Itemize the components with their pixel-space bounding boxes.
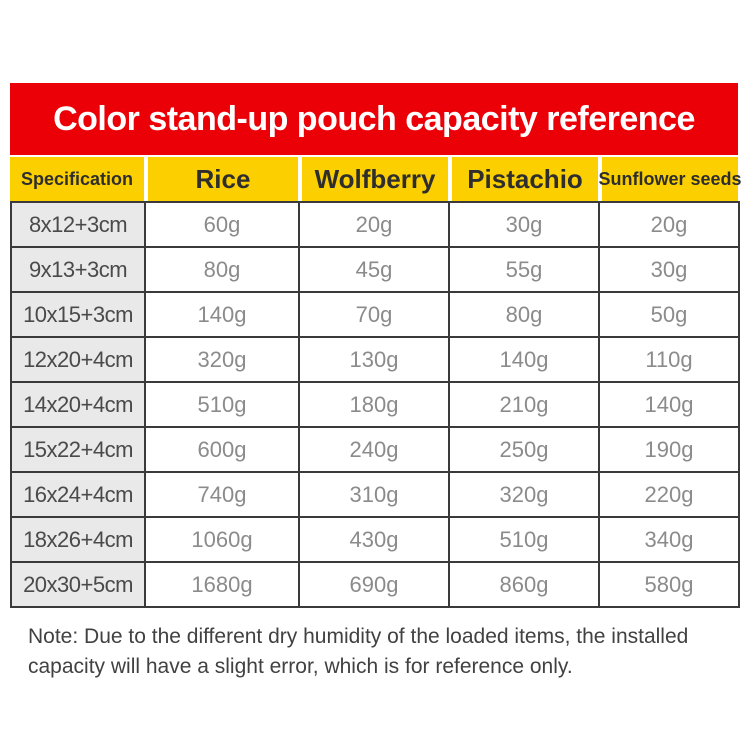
capacity-cell: 240g <box>299 427 449 472</box>
table-row <box>11 337 739 382</box>
capacity-cell: 30g <box>599 247 739 292</box>
table-row <box>11 517 739 562</box>
capacity-cell: 250g <box>449 427 599 472</box>
capacity-cell: 20g <box>299 202 449 247</box>
capacity-cell: 55g <box>449 247 599 292</box>
capacity-cell: 20g <box>599 202 739 247</box>
capacity-cell: 320g <box>145 337 299 382</box>
page-title: Color stand-up pouch capacity reference <box>53 99 695 138</box>
spec-cell: 14x20+4cm <box>11 382 145 427</box>
capacity-cell: 320g <box>449 472 599 517</box>
table-row <box>11 472 739 517</box>
capacity-cell: 45g <box>299 247 449 292</box>
column-header-rice: Rice <box>144 157 298 201</box>
capacity-cell: 80g <box>449 292 599 337</box>
capacity-cell: 220g <box>599 472 739 517</box>
capacity-cell: 140g <box>145 292 299 337</box>
capacity-cell: 510g <box>145 382 299 427</box>
note-line: Note: Due to the different dry humidity of the loaded items, the installed <box>28 625 689 648</box>
column-header-sunflower-seeds: Sunflower seeds <box>598 157 738 201</box>
table-row <box>11 427 739 472</box>
capacity-cell: 210g <box>449 382 599 427</box>
table-header-row <box>10 157 742 201</box>
note-line: capacity will have a slight error, which is for reference only. <box>28 655 573 678</box>
column-header-pistachio: Pistachio <box>448 157 598 201</box>
column-header-wolfberry: Wolfberry <box>298 157 448 201</box>
capacity-cell: 740g <box>145 472 299 517</box>
capacity-cell: 310g <box>299 472 449 517</box>
capacity-cell: 140g <box>599 382 739 427</box>
title-banner <box>10 83 738 155</box>
capacity-cell: 600g <box>145 427 299 472</box>
spec-cell: 10x15+3cm <box>11 292 145 337</box>
table-row <box>11 247 739 292</box>
capacity-cell: 190g <box>599 427 739 472</box>
capacity-cell: 70g <box>299 292 449 337</box>
capacity-cell: 130g <box>299 337 449 382</box>
capacity-cell: 140g <box>449 337 599 382</box>
reference-note <box>28 622 740 682</box>
capacity-cell: 1060g <box>145 517 299 562</box>
capacity-cell: 180g <box>299 382 449 427</box>
capacity-cell: 80g <box>145 247 299 292</box>
capacity-cell: 430g <box>299 517 449 562</box>
table-row <box>11 202 739 247</box>
capacity-cell: 1680g <box>145 562 299 607</box>
spec-cell: 15x22+4cm <box>11 427 145 472</box>
spec-cell: 9x13+3cm <box>11 247 145 292</box>
capacity-cell: 50g <box>599 292 739 337</box>
capacity-cell: 510g <box>449 517 599 562</box>
capacity-cell: 30g <box>449 202 599 247</box>
spec-cell: 18x26+4cm <box>11 517 145 562</box>
spec-cell: 16x24+4cm <box>11 472 145 517</box>
table-row <box>11 382 739 427</box>
capacity-cell: 860g <box>449 562 599 607</box>
capacity-cell: 60g <box>145 202 299 247</box>
spec-cell: 20x30+5cm <box>11 562 145 607</box>
spec-cell: 8x12+3cm <box>11 202 145 247</box>
capacity-table <box>10 201 740 608</box>
spec-cell: 12x20+4cm <box>11 337 145 382</box>
column-header-specification: Specification <box>10 157 144 201</box>
capacity-cell: 580g <box>599 562 739 607</box>
table-row <box>11 292 739 337</box>
capacity-cell: 690g <box>299 562 449 607</box>
capacity-cell: 110g <box>599 337 739 382</box>
capacity-cell: 340g <box>599 517 739 562</box>
table-row <box>11 562 739 607</box>
